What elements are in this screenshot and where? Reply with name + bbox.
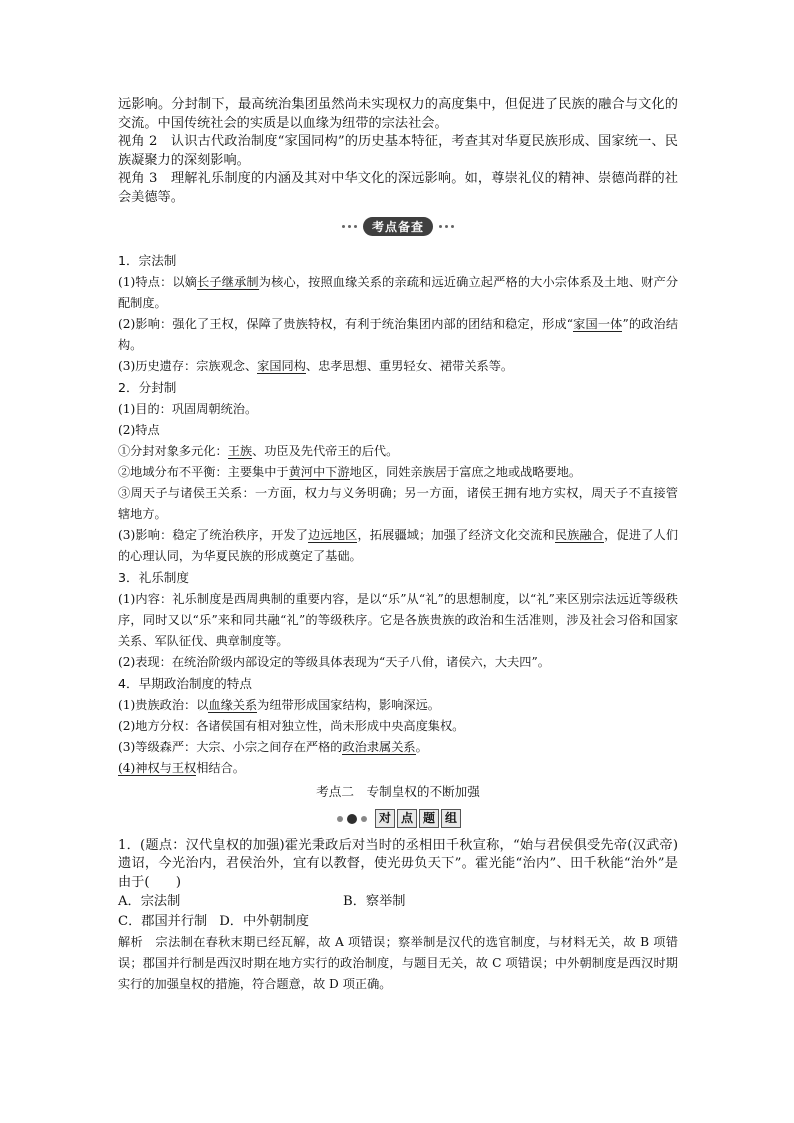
s3-point-b: (2)表现：在统治阶级内部设定的等级具体表现为“天子八佾，诸侯六，大夫四”。 — [118, 654, 550, 669]
topic-2-title: 考点二 专制皇权的不断加强 — [316, 783, 480, 799]
s2-point-a: (1)目的：巩固周朝统治。 — [118, 401, 258, 416]
s2-point-e: ③周天子与诸侯王关系：一方面，权力与义务明确；另一方面，诸侯王拥有地方实权，周天子不直接管辖地方。 — [118, 485, 678, 521]
section-banner-kaodian — [118, 212, 678, 242]
s4-point-c: (3)等级森严：大宗、小宗之间存在严格的政治隶属关系。 — [118, 739, 428, 754]
intro-paragraph: 远影响。分封制下，最高统治集团虽然尚未实现权力的高度集中，但促进了民族的融合与文化的交流。中国传统社会的实质是以血缘为纽带的宗法社会。 — [118, 97, 678, 131]
options-row-1 — [118, 892, 678, 912]
s4-point-d: (4)神权与王权相结合。 — [118, 760, 245, 775]
section-banner-duidian — [118, 805, 678, 833]
s4-point-a: (1)贵族政治：以血缘关系为纽带形成国家结构，影响深远。 — [118, 697, 440, 712]
section-4-title: 4．早期政治制度的特点 — [118, 675, 252, 691]
section-1-title: 1．宗法制 — [118, 252, 177, 268]
banner2-dot-small — [337, 816, 343, 822]
s2-point-d: ②地域分布不平衡：主要集中于黄河中下游地区，同姓亲族居于富庶之地或战略要地。 — [118, 464, 582, 479]
options-row-2 — [118, 912, 678, 932]
s4-point-b: (2)地方分权：各诸侯国有相对独立性，尚未形成中央高度集权。 — [118, 718, 465, 733]
s1-point-c: (3)历史遗存：宗族观念、家国同构、忠孝思想、重男轻女、裙带关系等。 — [118, 358, 514, 373]
s2-point-b: (2)特点 — [118, 422, 160, 437]
banner2-dot-small-2 — [361, 816, 367, 822]
option-d: D．中外朝制度 — [219, 914, 309, 930]
document-page — [118, 96, 678, 995]
analysis-paragraph: 解析 宗法制在春秋末期已经瓦解，故 A 项错误；察举制是汉代的选官制度，与材料无关，故 B 项错误；郡国并行制是西汉时期在地方实行的政治制度，与题目无关，故 C 项错误；中外朝制度是西汉时期实行的加强皇权的措施，符合题意，故 D 项正确。 — [118, 935, 678, 992]
s3-point-a: (1)内容：礼乐制度是西周典制的重要内容，是以“乐”从“礼”的思想制度，以“礼”来区别宗法远近等级秩序，同时又以“乐”来和同共融“礼”的等级秩序。它是各族贵族的政治和生活准则，涉及社会习俗和国家关系、军队征伐、典章制度等。 — [118, 591, 678, 648]
view-2-paragraph: 视角 2 认识古代政治制度“家国同构”的历史基本特征，考查其对华夏民族形成、国家统一、民族凝聚力的深刻影响。 — [118, 134, 678, 168]
question-stem: 1．(题点：汉代皇权的加强)霍光秉政后对当时的丞相田千秋宣称，“始与君侯俱受先帝(汉武帝)遗诏，今光治内，君侯治外，宜有以教督，使光毋负天下”。霍光能“治内”、田千秋能“治外”是由于( ) — [118, 837, 678, 890]
s1-point-b: (2)影响：强化了王权，保障了贵族特权，有利于统治集团内部的团结和稳定，形成“家国一体”的政治结构。 — [118, 316, 679, 352]
banner-label: 考点备查 — [363, 217, 433, 236]
section-3-title: 3．礼乐制度 — [118, 569, 189, 585]
section-2-title: 2．分封制 — [118, 379, 177, 395]
banner2-label: 对 点 题 组 — [375, 809, 461, 828]
s2-point-c: ①分封对象多元化：王族、功臣及先代帝王的后代。 — [118, 443, 399, 458]
option-a: A．宗法制 — [118, 894, 181, 910]
banner-dots-right — [439, 225, 454, 228]
s2-point-f: (3)影响：稳定了统治秩序，开发了边远地区，拓展疆域；加强了经济文化交流和民族融合，促进了人们的心理认同，为华夏民族的形成奠定了基础。 — [118, 527, 679, 563]
banner2-dot-big — [347, 814, 357, 824]
option-c: C．郡国并行制 — [118, 914, 208, 930]
option-b: B．察举制 — [343, 894, 406, 910]
view-3-paragraph: 视角 3 理解礼乐制度的内涵及其对中华文化的深远影响。如，尊崇礼仪的精神、崇德尚群的社会美德等。 — [118, 171, 678, 205]
banner-dots-left — [342, 225, 357, 228]
s1-point-a: (1)特点：以嫡长子继承制为核心，按照血缘关系的亲疏和远近确立起严格的大小宗体系及土地、财产分配制度。 — [118, 274, 679, 310]
